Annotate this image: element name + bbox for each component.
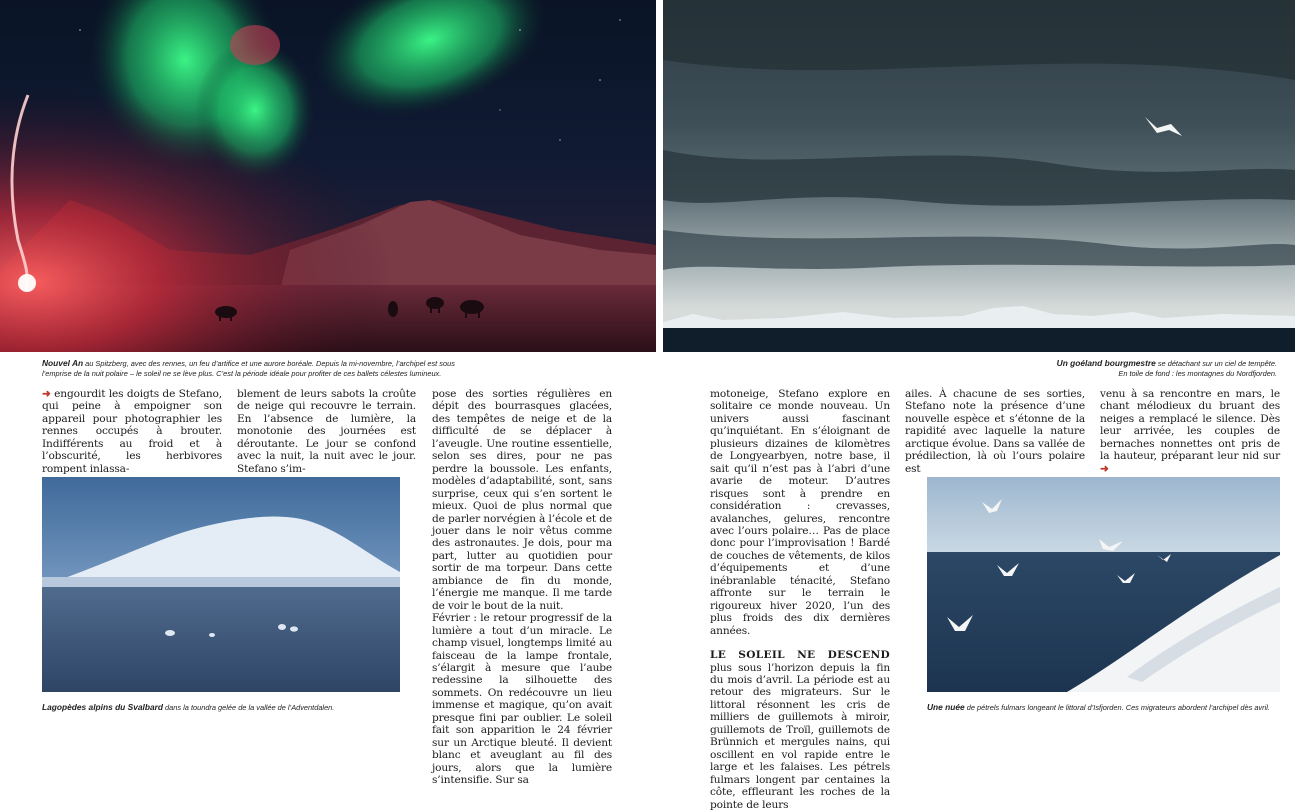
column-3-text: pose des sorties régulières en dépit des bourrasques glacées, des tempêtes de neige et de la difficulté de se déplacer à l’aveugle. Une routine essentielle, selon ses dires, pour ne pas perdre la boussole. Les enfants, modèles d’adaptabilité, sont, sans surprise, ceux qui s’en sortent le mieux. Quoi de plus normal que de parler norvégien à l’école et de jouer dans le noir vêtus comme des astronautes. Je dois, pour ma part, lutter au quotidien pour sortir de ma torpeur. Dans cette ambiance de fin du monde, l’énergie me manque. Il me tarde de voir le bout de la nuit. bbox=[432, 388, 612, 612]
fulmars-caption-text: de pétrels fulmars longeant le littoral d’Isfjorden. Ces migrateurs abordent l’archipel dès avril. bbox=[964, 703, 1270, 712]
storm-illustration bbox=[663, 0, 1295, 352]
fulmars-caption bbox=[927, 703, 1287, 713]
column-1-text: engourdit les doigts de Stefano, qui peine à empoigner son appareil pour photographier les rennes occupés à brouter. Indifférents au froid et à l’obscurité, les herbivores rompent inlassa- bbox=[42, 388, 223, 475]
ptarmigan-caption-text: dans la toundra gelée de la vallée de l’Adventdalen. bbox=[163, 703, 335, 712]
fulmars-caption-lead: Une nuée bbox=[927, 702, 965, 712]
article-column-5 bbox=[905, 388, 1085, 475]
aurora-photo bbox=[0, 0, 656, 352]
fulmars-photo bbox=[927, 477, 1280, 692]
column-4-text-b: plus sous l’horizon depuis la fin du mois d’avril. La période est au retour des migrateurs. Sur le littoral résonnent les cris de milliers de guillemots à miroir, guillemots de Troïl, guillemots de Brünnich et mergules nains, qui oscillent en vol rapide entre le large et les falaises. Les pétrels fulmars longent par centaines la côte, effleurant les roches de la pointe de leurs bbox=[710, 661, 890, 811]
article-column-1 bbox=[42, 388, 222, 475]
ptarmigan-photo bbox=[42, 477, 400, 692]
storm-caption-text: se détachant sur un ciel de tempête. bbox=[1155, 359, 1277, 368]
article-column-3 bbox=[432, 388, 612, 787]
aurora-caption-text: au Spitzberg, avec des rennes, un feu d’artifice et une aurore boréale. Depuis la mi-novembre, l’archipel est sous l’emprise de la nuit polaire – le soleil ne se lève plus. C’est la période idéale pour profiter de ces ballets célestes lumineux. bbox=[42, 359, 455, 378]
article-column-6 bbox=[1100, 388, 1280, 475]
fulmars-illustration bbox=[927, 477, 1280, 692]
ptarmigan-illustration bbox=[42, 477, 400, 692]
aurora-illustration bbox=[0, 0, 656, 352]
article-column-4 bbox=[710, 388, 890, 811]
storm-photo bbox=[663, 0, 1295, 352]
column-2-text: blement de leurs sabots la croûte de neige qui recouvre le terrain. En l’absence de lumière, la monotonie des journées est déroutante. Le jour se confond avec la nuit, la nuit avec le jour. Stefano s’im- bbox=[237, 388, 416, 475]
article-column-2 bbox=[237, 388, 416, 475]
storm-caption bbox=[950, 359, 1277, 378]
aurora-caption bbox=[42, 359, 482, 378]
ptarmigan-caption bbox=[42, 703, 402, 713]
ptarmigan-caption-lead: Lagopèdes alpins du Svalbard bbox=[42, 702, 163, 712]
section-lead-in: LE SOLEIL NE DESCEND bbox=[710, 649, 890, 662]
column-6-text: venu à sa rencontre en mars, le chant mélodieux du bruant des neiges a remplacé le silence. Dès leur arrivée, les couples de bernaches nonnettes ont pris de la hauteur, préparant leur nid sur bbox=[1100, 388, 1280, 463]
storm-caption-line2: En toile de fond : les montagnes du Nordfjorden. bbox=[1118, 368, 1277, 378]
aurora-caption-lead: Nouvel An bbox=[42, 358, 84, 368]
storm-caption-lead: Un goéland bourgmestre bbox=[1056, 358, 1156, 368]
continued-arrow-icon: ➜ bbox=[1100, 462, 1109, 475]
continuation-arrow-icon: ➜ bbox=[42, 388, 51, 400]
column-3-text-b: Février : le retour progressif de la lumière a tout d’un miracle. Le champ visuel, longtemps limité au faisceau de la lampe frontale, s’élargit à mesure que l’aube redessine la silhouette des sommets. On redécouvre un lieu immense et magique, qu’on avait presque fini par oublier. Le soleil fait son apparition le 24 février sur un Arctique bleuté. Il devient blanc et aveuglant au fil des jours, alors que la lumière s’intensifie. Sur sa bbox=[432, 612, 612, 787]
column-4-text: motoneige, Stefano explore en solitaire ce monde nouveau. Un univers aussi fascinant qu’inquiétant. En s’éloignant de plusieurs dizaines de kilomètres de Longyearbyen, notre base, il sait qu’il n’est pas à l’abri d’une avarie de moteur. D’autres risques sont à prendre en considération : crevasses, avalanches, gelures, rencontre avec l’ours polaire… Pas de place donc pour l’improvisation ! Bardé de couches de vêtements, de kilos d’équipements et d’une inébranlable ténacité, Stefano affronte sur le terrain le rigoureux hiver 2020, l’un des plus froids des dix dernières années. bbox=[710, 388, 890, 637]
column-5-text: ailes. À chacune de ses sorties, Stefano note la présence d’une nouvelle espèce et s’étonne de la rapidité avec laquelle la nature arctique évolue. Dans sa vallée de prédilection, là où l’ours polaire est bbox=[905, 388, 1085, 475]
page-gutter bbox=[656, 0, 663, 352]
